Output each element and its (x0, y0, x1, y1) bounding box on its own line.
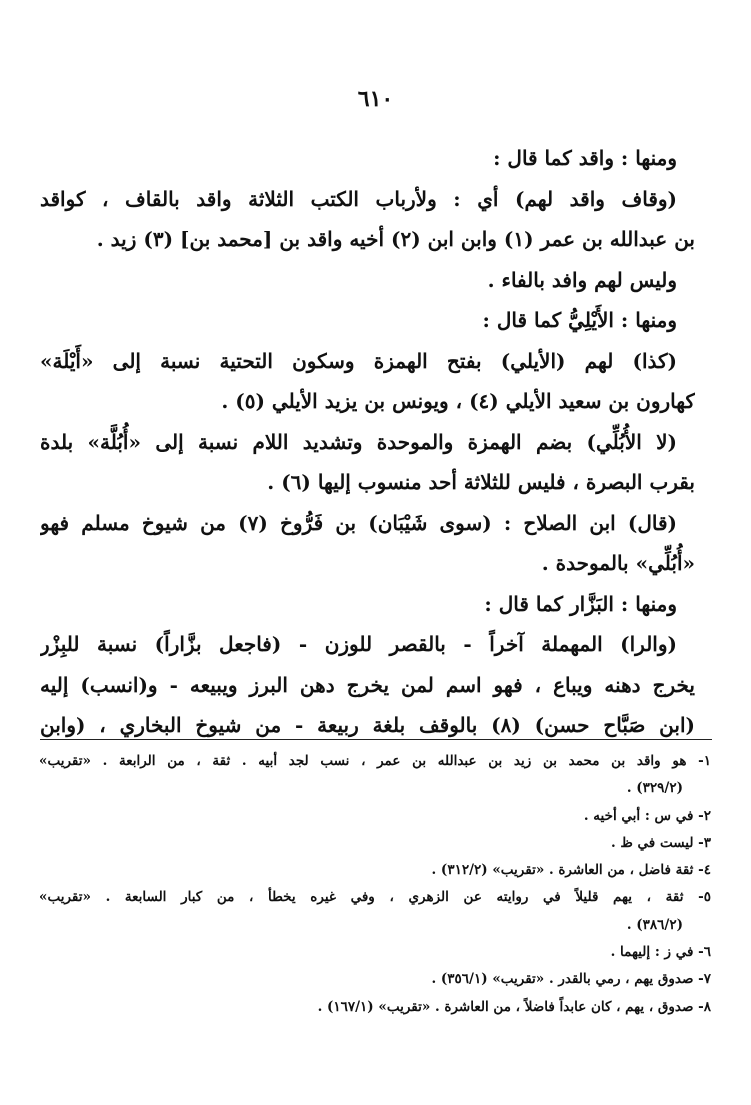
footnote-line: ٢- في س : أبي أخيه . (583, 807, 711, 824)
page-number: ٦١٠ (357, 86, 394, 112)
text-line: «أُبُلِّي» بالموحدة . (541, 551, 695, 575)
footnote-line: (٣٨٦/٢) . (626, 916, 683, 933)
text-line: (لا الأُبُلِّي) بضم الهمزة والموحدة وتشديد اللام نسبة إلى «أُبُلَّة» بلدة (40, 429, 678, 454)
footnote-line: ٨- صدوق ، يهم ، كان عابداً فاضلاً ، من العاشرة . «تقريب» (١٦٧/١) . (317, 998, 711, 1015)
footnote-divider (40, 739, 712, 740)
text-line: يخرج دهنه ويباع ، فهو اسم لمن يخرج دهن البرز ويبيعه - و(انسب) إليه (40, 672, 695, 697)
footnote-line: ٧- صدوق يهم ، رمي بالقدر . «تقريب» (٣٥٦/١) . (431, 971, 711, 988)
footnote-line: ٦- في ز : إليهما . (610, 944, 711, 961)
text-line: (وقاف واقد لهم) أي : ولأرباب الكتب الثلاثة واقد بالقاف ، كواقد (40, 186, 677, 211)
text-line: (كذا) لهم (الأيلي) بفتح الهمزة وسكون التحتية نسبة إلى «أَيْلَة» (40, 348, 677, 373)
footnotes (39, 748, 711, 1021)
footnote-line: (٣٢٩/٢) . (626, 780, 683, 797)
text-line: كهارون بن سعيد الأيلي (٤) ، ويونس بن يزيد الأيلي (٥) . (221, 389, 695, 413)
main-text (40, 138, 695, 746)
text-line: (والرا) المهملة آخراً - بالقصر للوزن - (فاجعل بزَّاراً) نسبة للبِزْر (40, 632, 677, 656)
text-line: ومنها : البَزَّار كما قال : (484, 591, 677, 616)
footnote-line: ٤- ثقة فاضل ، من العاشرة . «تقريب» (٣١٢/٢) . (431, 862, 711, 879)
text-line: بن عبدالله بن عمر (١) وابن ابن (٢) أخيه واقد بن [محمد بن] (٣) زيد . (96, 227, 695, 251)
footnote-line: ١- هو واقد بن محمد بن زيد بن عبدالله بن عمر ، نسب لجد أبيه . ثقة ، من الرابعة . «تقريب» (39, 753, 711, 769)
text-line: (ابن صَبَّاح حسن) (٨) بالوقف بلغة ربيعة - من شيوخ البخاري ، (وابن (40, 713, 695, 737)
text-line: وليس لهم وافد بالفاء . (487, 267, 677, 292)
text-line: (قال) ابن الصلاح : (سوى شَيْبَان) بن فَرُّوخ (٧) من شيوخ مسلم فهو (40, 510, 677, 535)
text-line: ومنها : الأَيْلِيُّ كما قال : (482, 308, 677, 332)
footnote-line: ٣- ليست في ظ . (610, 834, 711, 851)
footnote-line: ٥- ثقة ، يهم قليلاً في روايته عن الزهري ، وفي غيره يخطأ ، من كبار السابعة . «تقريب» (39, 889, 711, 906)
text-line: ومنها : واقد كما قال : (493, 146, 677, 170)
text-line: بقرب البصرة ، فليس للثلاثة أحد منسوب إليها (٦) . (267, 470, 695, 494)
